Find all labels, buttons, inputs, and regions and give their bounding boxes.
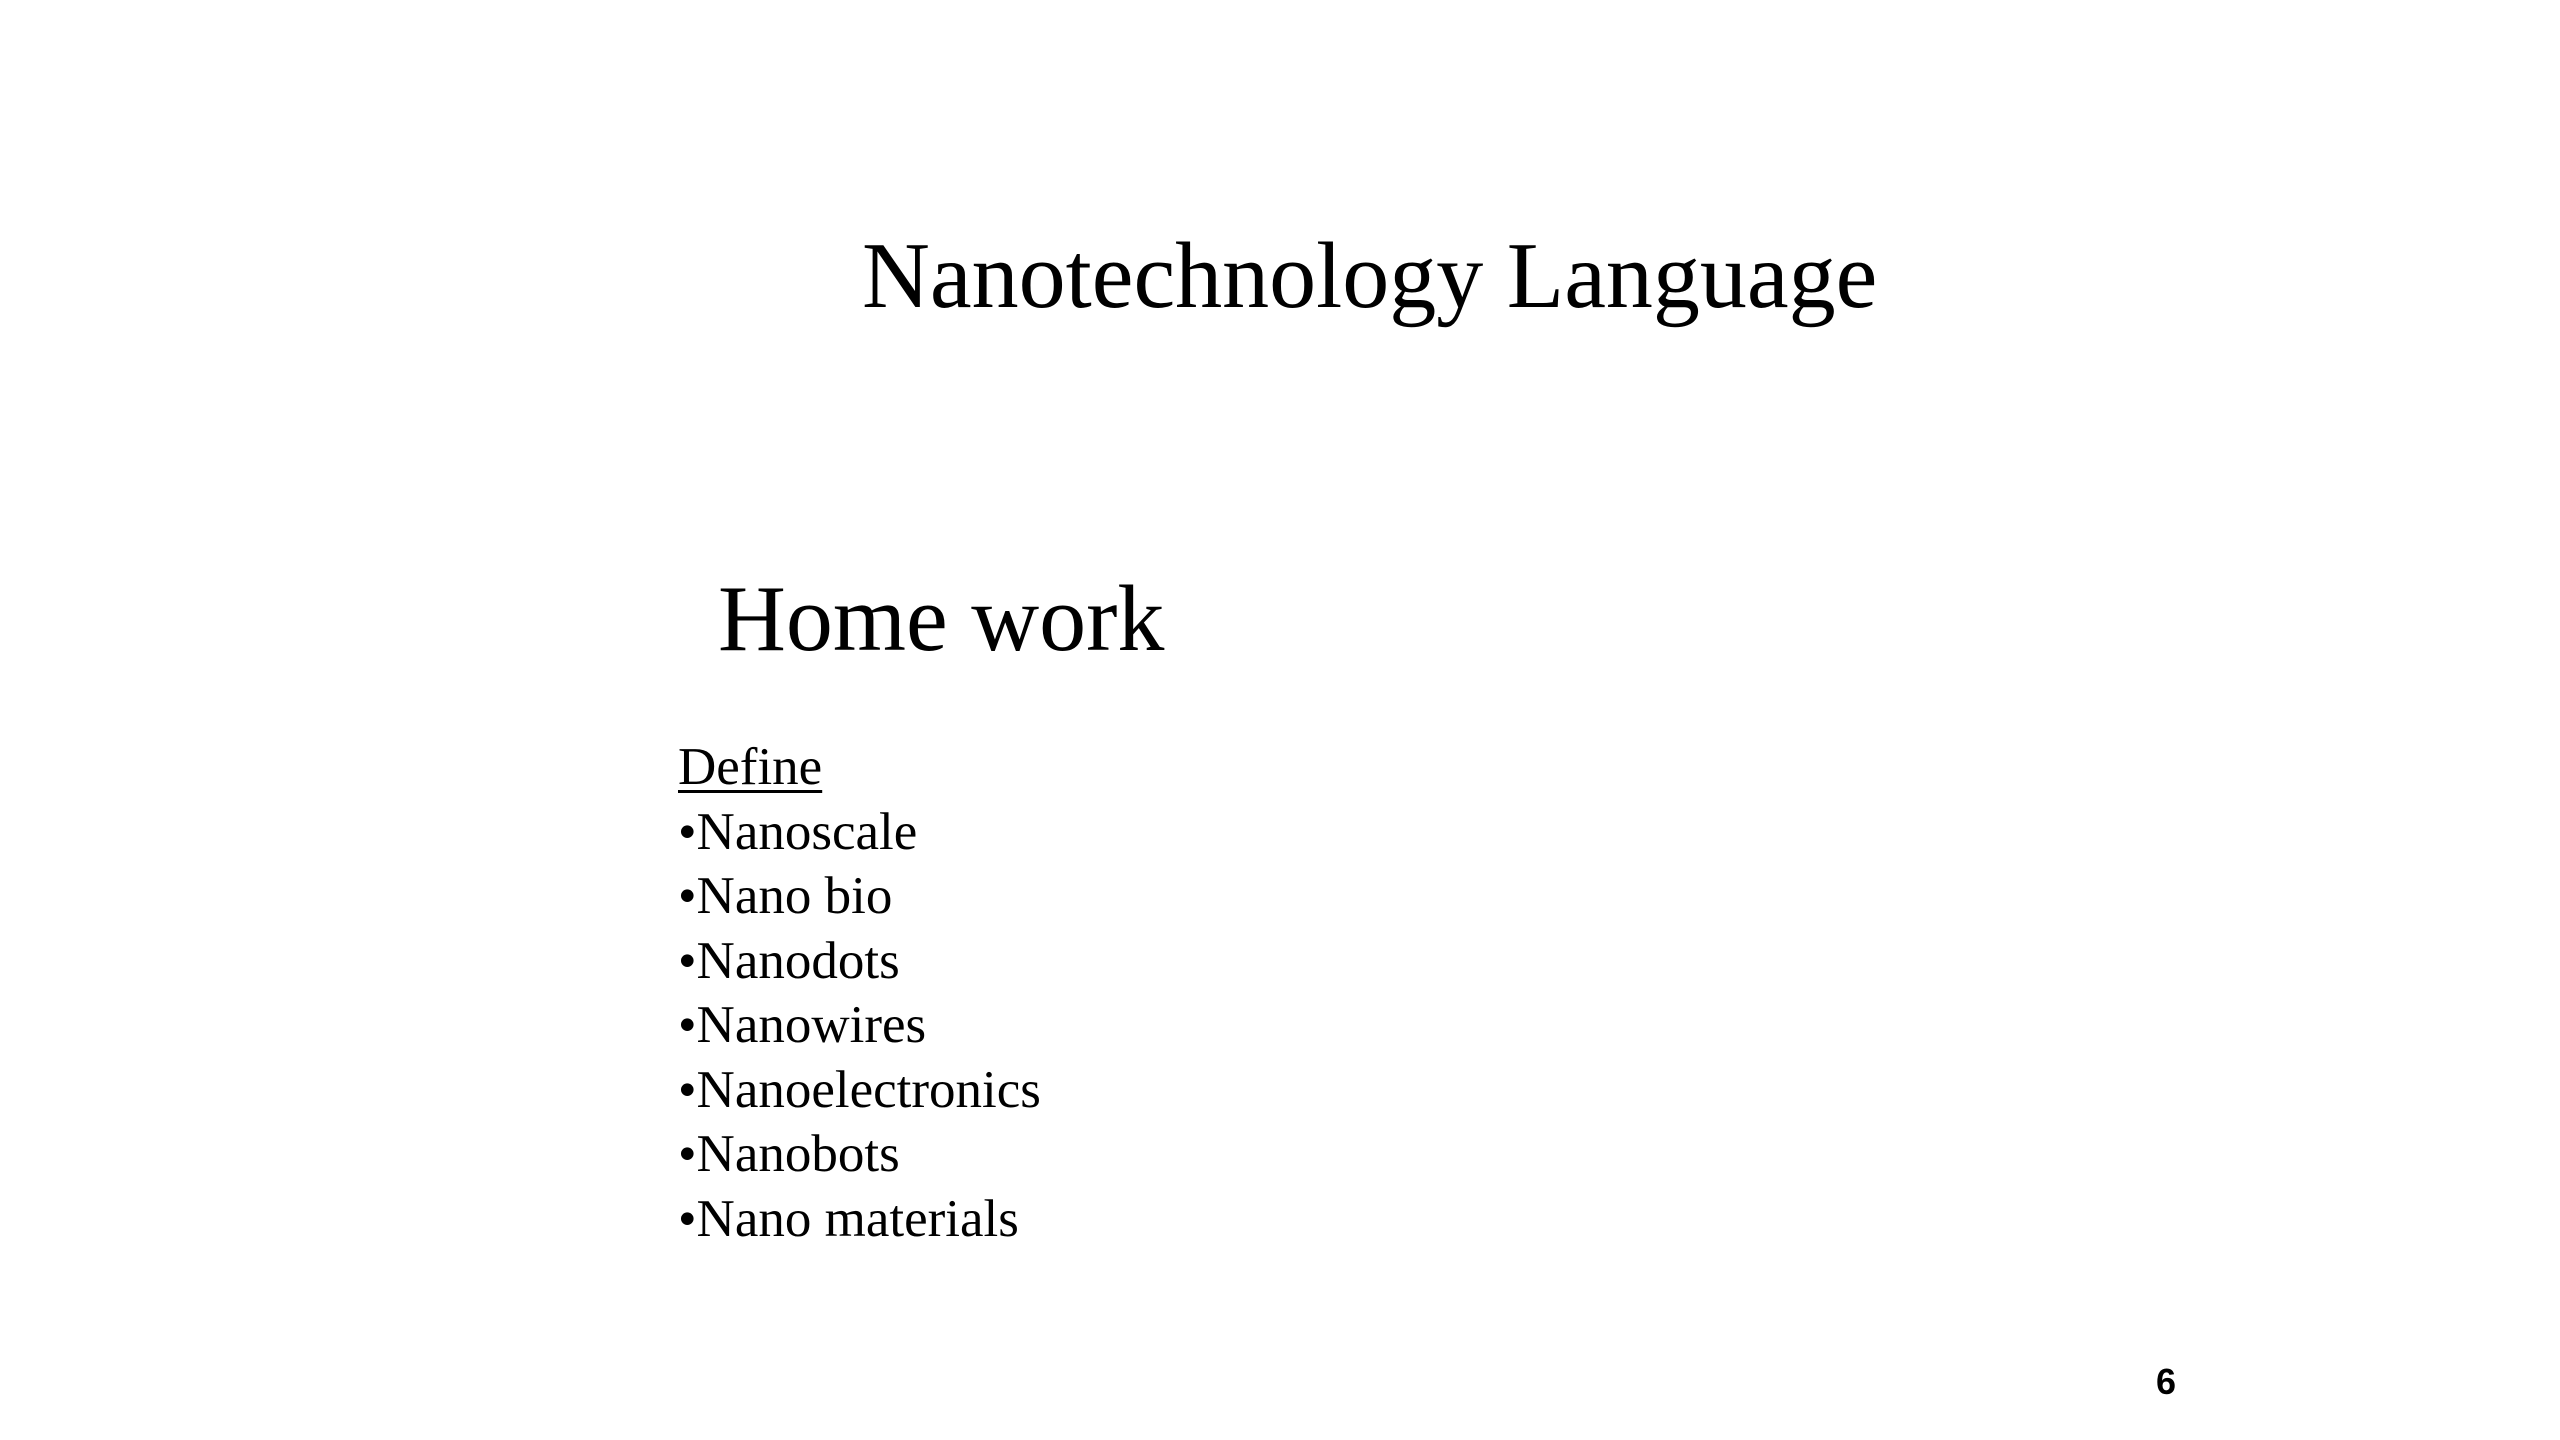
term-item-nanoelectronics: •Nanoelectronics [678, 1060, 1041, 1119]
homework-heading: Home work [718, 567, 1165, 671]
define-label: Define [678, 738, 823, 796]
term-list [678, 800, 1041, 1252]
slide-number: 6 [2155, 1361, 2176, 1402]
define-block [678, 735, 1041, 1251]
term-item-nanodots: •Nanodots [678, 931, 900, 990]
term-item-nanowires: •Nanowires [678, 996, 927, 1054]
term-item-nano-bio: •Nano bio [678, 867, 893, 925]
term-item-nanobots: •Nanobots [678, 1125, 900, 1183]
term-item-nano-materials: •Nano materials [678, 1189, 1019, 1248]
term-item-nanoscale: •Nanoscale [678, 802, 918, 861]
slide-title: Nanotechnology Language [862, 224, 1878, 328]
